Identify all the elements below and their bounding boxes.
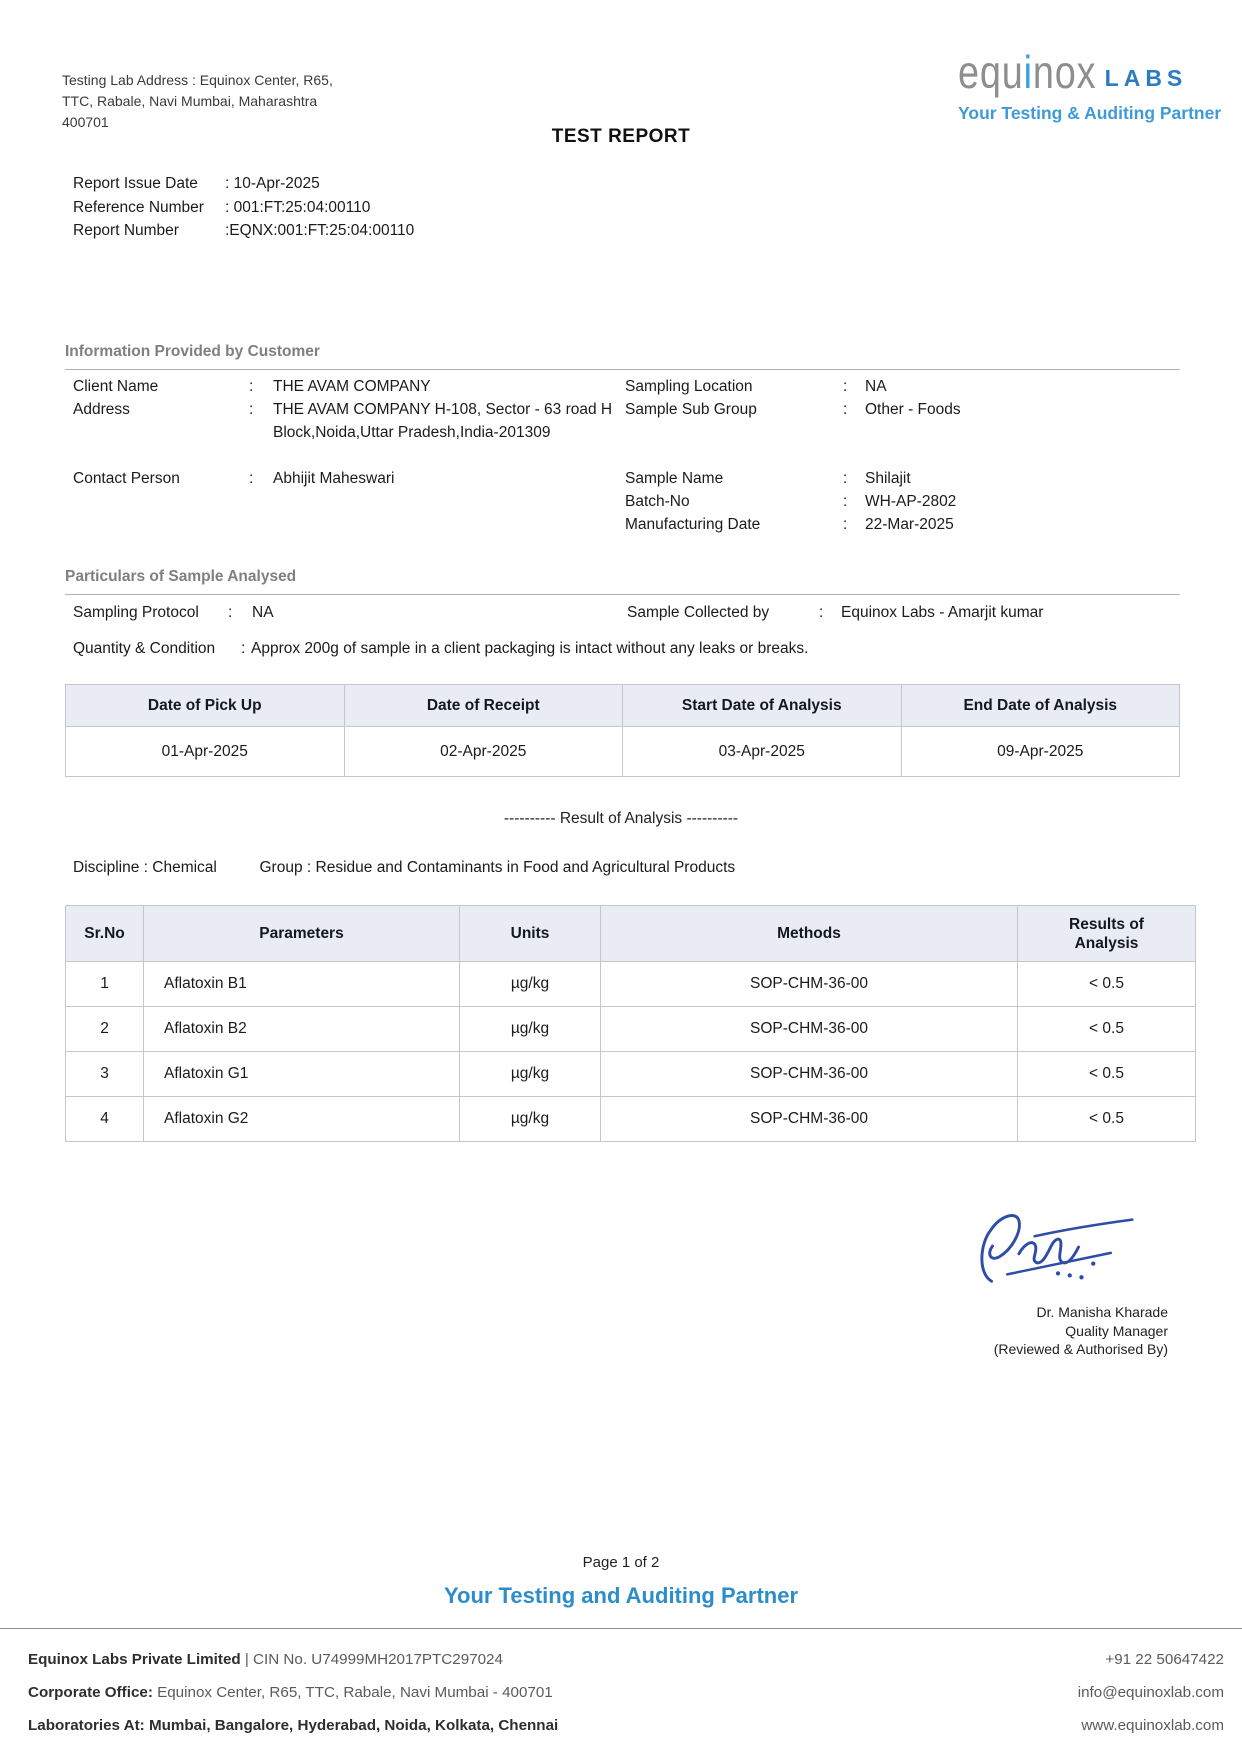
date-of-receipt-value: 02-Apr-2025: [344, 727, 623, 777]
result-row: [66, 1097, 1196, 1142]
result-row: [66, 1007, 1196, 1052]
report-meta-block: [73, 172, 414, 243]
cell-sr-no: 4: [66, 1097, 144, 1142]
dates-header-row: [66, 685, 1180, 727]
cell-parameter: Aflatoxin B2: [144, 1007, 460, 1052]
footer-phone: +91 22 50647422: [1105, 1651, 1224, 1668]
cell-method: SOP-CHM-36-00: [601, 1097, 1018, 1142]
cell-unit: µg/kg: [460, 1052, 601, 1097]
footer-company-line: [28, 1650, 503, 1670]
quantity-condition-row: [73, 637, 808, 660]
results-table: [65, 905, 1196, 1142]
footer-laboratories-row: [28, 1716, 1224, 1736]
batch-no-row: [625, 490, 1181, 513]
sampling-location-label: Sampling Location: [625, 378, 753, 395]
sample-sub-group-row: [625, 398, 1181, 421]
batch-no-label: Batch-No: [625, 493, 690, 510]
date-of-pick-up-value: 01-Apr-2025: [66, 727, 345, 777]
footer-email: info@equinoxlab.com: [1077, 1684, 1224, 1701]
manufacturing-date-row: [625, 513, 1181, 536]
lab-address-line: 400701: [62, 114, 109, 130]
cell-parameter: Aflatoxin G1: [144, 1052, 460, 1097]
page-indicator: Page 1 of 2: [582, 1554, 660, 1571]
result-row: [66, 1052, 1196, 1097]
report-issue-date-value: : 10-Apr-2025: [225, 175, 320, 192]
lab-address-line: TTC, Rabale, Navi Mumbai, Maharashtra: [62, 93, 318, 109]
client-name-row: [73, 375, 621, 398]
group-label: Group :: [259, 859, 312, 876]
col-header-results: Results of Analysis: [1018, 906, 1196, 962]
report-issue-date-row: [73, 172, 414, 196]
signatory-block: [994, 1303, 1168, 1359]
batch-no-value: WH-AP-2802: [865, 493, 957, 510]
results-header-row: [66, 906, 1196, 962]
lab-address: [62, 70, 333, 133]
cell-parameter: Aflatoxin B1: [144, 962, 460, 1007]
result-of-analysis-divider: ---------- Result of Analysis ----------: [503, 810, 739, 827]
colon: :: [249, 470, 254, 487]
section-rule: [65, 369, 1180, 370]
signature-ink: [975, 1203, 1143, 1291]
sampling-location-value: NA: [865, 378, 887, 395]
cell-method: SOP-CHM-36-00: [601, 962, 1018, 1007]
colon: :: [843, 378, 848, 395]
sample-collected-by-row: [627, 601, 1043, 624]
result-row: [66, 962, 1196, 1007]
contact-person-row: [73, 467, 621, 490]
contact-person-value: Abhijit Maheswari: [273, 470, 395, 487]
sample-name-row: [625, 467, 1181, 490]
footer-rule: [0, 1628, 1242, 1629]
sampling-location-row: [625, 375, 1181, 398]
customer-info-left-column: [73, 375, 621, 490]
start-date-value: 03-Apr-2025: [623, 727, 902, 777]
footer-corporate-row: [28, 1683, 1224, 1703]
colon: :: [843, 470, 848, 487]
signatory-note: (Reviewed & Authorised By): [993, 1341, 1168, 1357]
spacer: [73, 444, 621, 467]
sampling-protocol-value: NA: [252, 604, 274, 621]
cell-unit: µg/kg: [460, 1097, 601, 1142]
cell-method: SOP-CHM-36-00: [601, 1007, 1018, 1052]
address-value: THE AVAM COMPANY H-108, Sector - 63 road H Block,Noida,Uttar Pradesh,India-201309: [273, 401, 613, 441]
corporate-office-value: Equinox Center, R65, TTC, Rabale, Navi Mumbai - 400701: [152, 1684, 553, 1701]
col-header-parameters: Parameters: [144, 906, 460, 962]
col-header-date-of-pick-up: Date of Pick Up: [66, 685, 345, 727]
equinox-labs-logo: [958, 46, 1240, 124]
client-name-value: THE AVAM COMPANY: [273, 378, 431, 395]
footer-company-row: [28, 1650, 1224, 1670]
colon: :: [228, 604, 233, 621]
cell-method: SOP-CHM-36-00: [601, 1052, 1018, 1097]
cell-sr-no: 3: [66, 1052, 144, 1097]
quantity-condition-value: Approx 200g of sample in a client packaging is intact without any leaks or breaks.: [251, 640, 809, 657]
sample-sub-group-value: Other - Foods: [865, 401, 961, 418]
client-name-label: Client Name: [73, 378, 159, 395]
customer-info-right-column: [625, 375, 1181, 536]
section-heading-particulars: Particulars of Sample Analysed: [65, 568, 297, 585]
cell-unit: µg/kg: [460, 1007, 601, 1052]
col-header-start-date: Start Date of Analysis: [623, 685, 902, 727]
company-cin: | CIN No. U74999MH2017PTC297024: [240, 1651, 503, 1668]
section-rule: [65, 594, 1180, 595]
signatory-name: Dr. Manisha Kharade: [1036, 1304, 1168, 1320]
cell-result: < 0.5: [1018, 1007, 1196, 1052]
company-name: Equinox Labs Private Limited: [28, 1651, 241, 1668]
sample-name-label: Sample Name: [625, 470, 724, 487]
dates-value-row: [66, 727, 1180, 777]
manufacturing-date-value: 22-Mar-2025: [865, 516, 954, 533]
report-number-value: :EQNX:001:FT:25:04:00110: [225, 222, 415, 239]
address-row: [73, 398, 621, 444]
section-heading-customer-info: Information Provided by Customer: [65, 343, 320, 360]
cell-sr-no: 1: [66, 962, 144, 1007]
sample-name-value: Shilajit: [865, 470, 911, 487]
report-number-label: Report Number: [73, 222, 179, 239]
end-date-value: 09-Apr-2025: [901, 727, 1180, 777]
analysis-dates-table: [65, 684, 1180, 777]
cell-parameter: Aflatoxin G2: [144, 1097, 460, 1142]
logo-tagline: Your Testing & Auditing Partner: [958, 103, 1222, 123]
corporate-office-label: Corporate Office:: [28, 1684, 153, 1701]
discipline-group-line: [73, 859, 735, 877]
reference-number-row: [73, 196, 414, 220]
colon: :: [249, 378, 254, 395]
footer-website: www.equinoxlab.com: [1081, 1717, 1224, 1734]
manufacturing-date-label: Manufacturing Date: [625, 516, 761, 533]
sampling-protocol-label: Sampling Protocol: [73, 604, 199, 621]
colon: :: [843, 401, 848, 418]
discipline-label: Discipline :: [73, 859, 148, 876]
spacer: [625, 421, 1181, 467]
colon: :: [843, 516, 848, 533]
lab-address-line: Testing Lab Address : Equinox Center, R65,: [62, 72, 333, 88]
cell-result: < 0.5: [1018, 1052, 1196, 1097]
col-header-sr-no: Sr.No: [66, 906, 144, 962]
logo-labs-text: LABS: [1104, 65, 1188, 91]
cell-result: < 0.5: [1018, 962, 1196, 1007]
col-header-end-date: End Date of Analysis: [901, 685, 1180, 727]
col-header-units: Units: [460, 906, 601, 962]
footer-corporate-line: [28, 1683, 553, 1703]
colon: :: [241, 640, 246, 657]
colon: :: [819, 604, 824, 621]
sampling-protocol-row: [73, 601, 274, 624]
logo-equinox-text: equinox: [958, 46, 1097, 99]
sample-collected-by-value: Equinox Labs - Amarjit kumar: [841, 604, 1044, 621]
logo-blue-i: i: [1023, 46, 1033, 99]
sample-collected-by-label: Sample Collected by: [627, 604, 770, 621]
logo-wordmark: [958, 46, 1240, 99]
group-value: Residue and Contaminants in Food and Agricultural Products: [315, 859, 736, 876]
reference-number-value: : 001:FT:25:04:00110: [225, 198, 371, 216]
col-header-date-of-receipt: Date of Receipt: [344, 685, 623, 727]
signatory-role: Quality Manager: [1065, 1322, 1168, 1339]
colon: :: [249, 401, 254, 418]
col-header-methods: Methods: [601, 906, 1018, 962]
colon: :: [843, 493, 848, 510]
sample-sub-group-label: Sample Sub Group: [625, 401, 757, 418]
quantity-condition-label: Quantity & Condition: [73, 640, 216, 657]
reference-number-label: Reference Number: [73, 198, 204, 216]
report-issue-date-label: Report Issue Date: [73, 175, 198, 192]
laboratories-line: Laboratories At: Mumbai, Bangalore, Hyderabad, Noida, Kolkata, Chennai: [28, 1717, 559, 1734]
contact-person-label: Contact Person: [73, 470, 180, 487]
cell-unit: µg/kg: [460, 962, 601, 1007]
footer-tagline: Your Testing and Auditing Partner: [443, 1583, 799, 1608]
cell-sr-no: 2: [66, 1007, 144, 1052]
address-label: Address: [73, 401, 130, 418]
cell-result: < 0.5: [1018, 1097, 1196, 1142]
discipline-value: Chemical: [152, 859, 217, 876]
report-number-row: [73, 219, 414, 243]
page-title: TEST REPORT: [551, 126, 691, 147]
